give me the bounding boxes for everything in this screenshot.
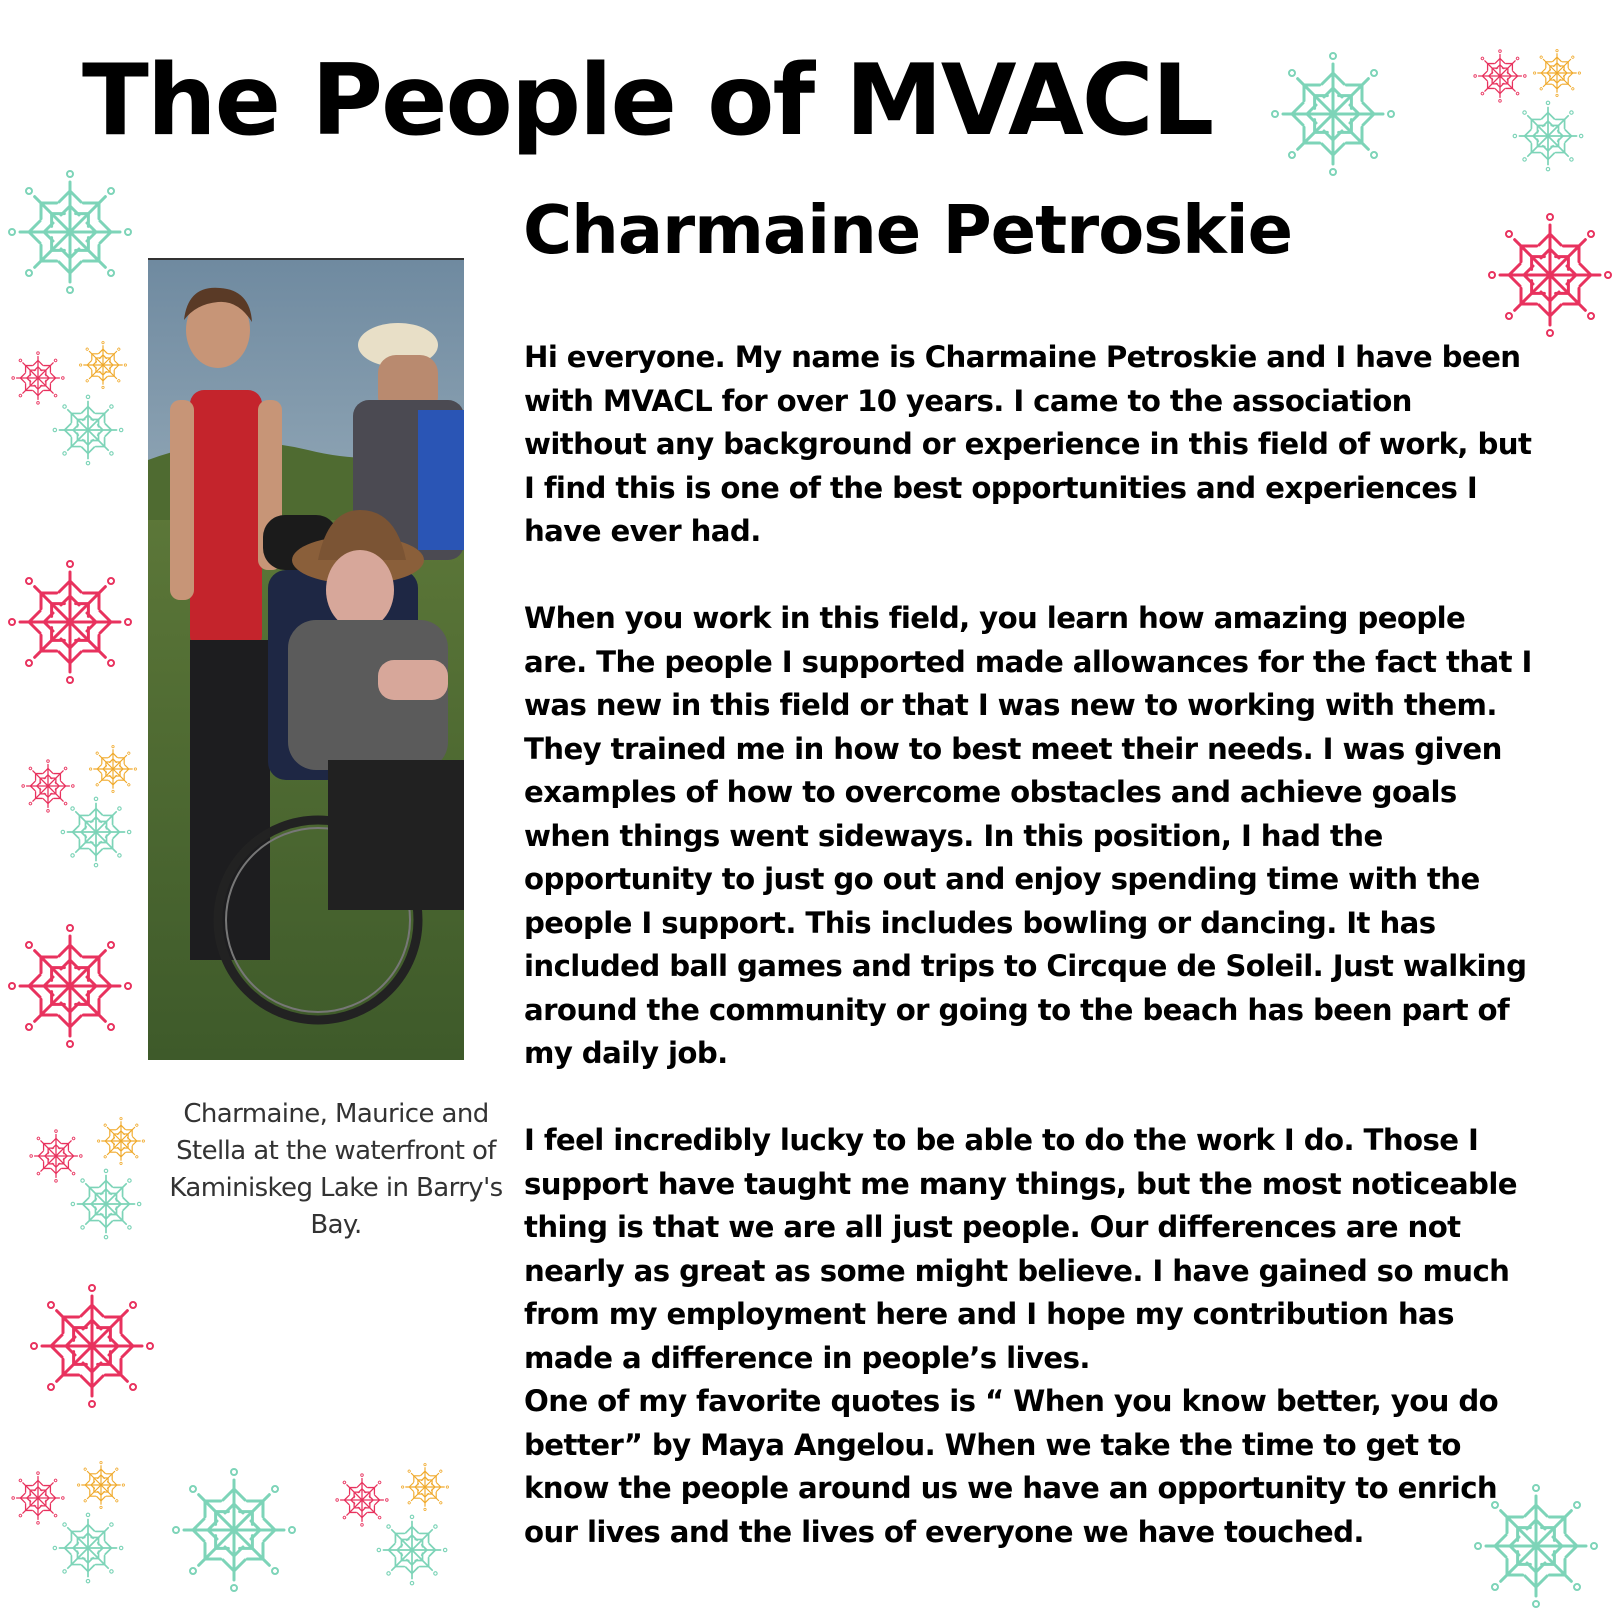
snowflake-icon bbox=[1263, 44, 1403, 184]
page-title: The People of MVACL bbox=[82, 44, 1213, 158]
bio-paragraph: When you work in this field, you learn how amazing people are. The people I supported made allowances for the fact that I was new in this field or that I was new to working with them. They trained me in how to best meet their needs. I was given examples of how to overcome obstacles and achieve goals when things went sideways. In this position, I had the opportunity to just go out and enjoy spending time with the people I support. This includes bowling or dancing. It has included ball games and trips to Circque de Soleil. Just walking around the community or going to the beach has been part of my daily job. bbox=[524, 601, 1532, 1070]
bio-paragraph: One of my favorite quotes is “ When you know better, you do better” by Maya Angelou. When we take the time to get to know the people around us we have an opportunity to enrich our lives and the lives of everyone we have touched. bbox=[524, 1384, 1499, 1549]
snowflake-icon bbox=[0, 162, 140, 302]
snowflake-icon bbox=[398, 1460, 452, 1514]
snowflake-icon bbox=[1466, 1476, 1606, 1616]
snowflake-icon bbox=[0, 552, 140, 692]
photo-caption: Charmaine, Maurice and Stella at the waterfront of Kaminiskeg Lake in Barry's Bay. bbox=[169, 1099, 503, 1240]
snowflake-icon bbox=[56, 792, 136, 872]
snowflake-icon bbox=[74, 1458, 128, 1512]
person-name: Charmaine Petroskie bbox=[523, 191, 1293, 269]
bio-paragraph: I feel incredibly lucky to be able to do the work I do. Those I support have taught me many things, but the most noticeable thing is that we are all just people. Our differences are not nearly as great as some might believe. I have gained so much from my employment here and I hope my contribution has made a difference in people’s lives. bbox=[524, 1123, 1517, 1375]
snowflake-icon bbox=[0, 916, 140, 1056]
snowflake-icon bbox=[1480, 205, 1620, 345]
snowflake-icon bbox=[48, 390, 128, 470]
bio-paragraph: Hi everyone. My name is Charmaine Petroskie and I have been with MVACL for over 10 years. I came to the association without any background or experience in this field of work, but I find this is one of the best opportunities and experiences I have ever had. bbox=[524, 340, 1532, 548]
snowflake-icon bbox=[48, 1508, 128, 1588]
snowflake-icon bbox=[94, 1114, 148, 1168]
snowflake-icon bbox=[66, 1164, 146, 1244]
snowflake-icon bbox=[1508, 96, 1588, 176]
snowflake-icon bbox=[372, 1510, 452, 1590]
snowflake-icon bbox=[76, 338, 130, 392]
snowflake-icon bbox=[22, 1276, 162, 1416]
profile-photo bbox=[148, 258, 464, 1060]
snowflake-icon bbox=[164, 1460, 304, 1600]
snowflake-icon bbox=[86, 742, 140, 796]
snowflake-icon bbox=[1530, 46, 1584, 100]
bio-text bbox=[524, 336, 1534, 1554]
